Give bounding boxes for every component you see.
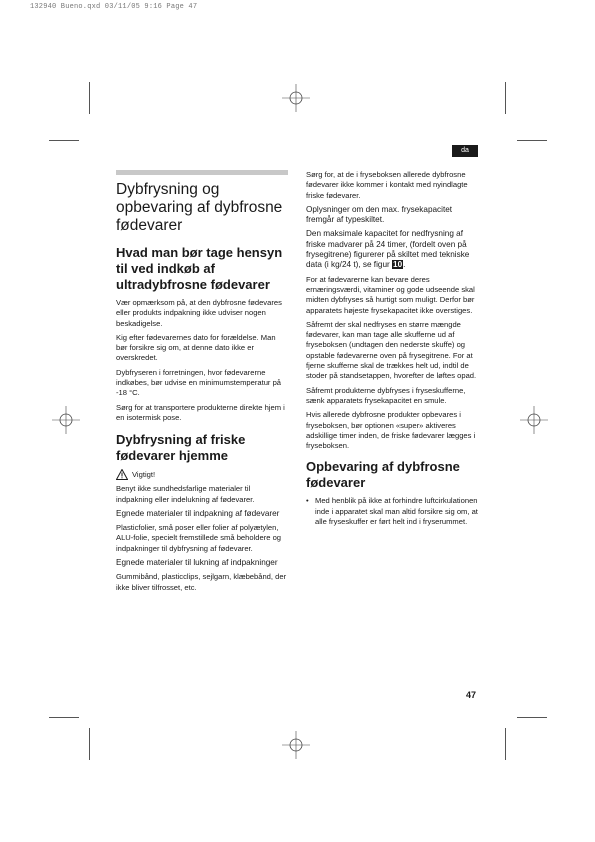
paragraph: Oplysninger om den max. frysekapacitet fremgår af typeskiltet. [306, 204, 453, 225]
crop-mark-top-left-h [49, 140, 79, 141]
crop-mark-top-right [505, 82, 506, 114]
capacity-end: . [403, 260, 406, 270]
crop-mark-bottom-right-h [517, 717, 547, 718]
heading-home-freezing: Dybfrysning af friske fødevarer hjemme [116, 432, 246, 464]
warning-icon [116, 469, 128, 480]
registration-mark-bottom [282, 731, 310, 759]
crop-mark-bottom-right [505, 728, 506, 760]
paragraph: Hvis allerede dybfrosne produkter opbevares i fryseboksen, bør optionen «super» aktiveres adskillige timer inden, de friske fødevarer lægges i fryseboksen. [306, 410, 476, 451]
subheading: Egnede materialer til indpakning af fødevarer [116, 508, 280, 518]
crop-mark-bottom-left [89, 728, 90, 760]
title-rule [116, 170, 288, 175]
heading-storage: Opbevaring af dybfrosne fødevarer [306, 459, 460, 491]
print-slug: 132940 Bueno.qxd 03/11/05 9:16 Page 47 [30, 3, 198, 11]
paragraph: Vær opmærksom på, at den dybfrosne fødevares eller produkts indpakning ikke udviser nogen beskadigelse. [116, 298, 282, 328]
paragraph: Kig efter fødevarernes dato for forældelse. Man bør forsikre sig om, at denne dato ikke er overskredet. [116, 332, 276, 363]
page-title: Dybfrysning og opbevaring af dybfrosne fødevarer [116, 181, 283, 234]
paragraph: For at fødevarerne kan bevare deres ernæringsværdi, vitaminer og gode udseende skal midten dybfryses så hurtigt som muligt. Derfor bør apparatets højeste frysekapacitet ikke overstiges. [306, 274, 475, 315]
paragraph: Såfremt der skal nedfryses en større mængde fødevarer, kan man tage alle skufferne ud af fryseboksen (undtagen den nederste skuffe) og opstable fødevarerne oven på frysegitrene. For at fjerne skufferne skal de trækkes helt ud, indtil de stoder på standsetappen, hvorefter de løftes opad. [306, 319, 477, 381]
paragraph: Sørg for at transportere produkterne direkte hjem i en isotermisk pose. [116, 402, 285, 422]
left-column [116, 170, 288, 597]
registration-mark-top [282, 84, 310, 112]
paragraph: Dybfryseren i forretningen, hvor fødevarerne indkøbes, bør udvise en minimumstemperatur på -18 °C. [116, 367, 282, 398]
list-item [306, 496, 480, 527]
crop-mark-top-right-h [517, 140, 547, 141]
crop-mark-top-left [89, 82, 90, 114]
warning-label: Vigtigt! [132, 470, 156, 480]
page-number: 47 [466, 690, 477, 700]
warning-notice [116, 469, 288, 480]
registration-mark-left [52, 406, 80, 434]
paragraph: Benyt ikke sundhedsfarlige materialer til indpakning eller indelukning af fødevarer. [116, 484, 255, 504]
paragraph: Plasticfolier, små poser eller folier af polyætylen, ALU-folie, specielt fremstillede små beholdere og indpakninger til dybfrysning af fødevarer. [116, 523, 282, 553]
storage-list [306, 496, 480, 527]
paragraph: Gummibånd, plasticclips, sejlgarn, klæbebånd, der ikke bliver tilfrosset, etc. [116, 572, 287, 592]
subheading: Egnede materialer til lukning af indpakninger [116, 558, 278, 568]
capacity-text: Den maksimale kapacitet for nedfrysning af friske madvarer på 24 timer, (fordelt oven på frysegitrene) figurerer på skiltet med tekniske data (i kg/24 t), se figur [306, 229, 470, 270]
registration-mark-right [520, 406, 548, 434]
list-item-text: Med henblik på ikke at forhindre luftcirkulationen inde i apparatet skal man altid forsikre sig om, at alle fryseskuffer er ført helt ind i fryserummet. [315, 496, 478, 527]
crop-mark-bottom-left-h [49, 717, 79, 718]
heading-buying: Hvad man bør tage hensyn til ved indkøb af ultradybfrosne fødevarer [116, 245, 283, 292]
paragraph-capacity [306, 229, 480, 270]
right-column [306, 170, 480, 527]
bullet-mark: • [306, 496, 309, 506]
language-tab: da [452, 145, 478, 157]
paragraph: Såfremt produkterne dybfryses i fryseskufferne, sænk apparatets frysekapacitet en smule. [306, 385, 466, 405]
figure-reference: 10 [393, 260, 403, 270]
paragraph: Sørg for, at de i fryseboksen allerede dybfrosne fødevarer ikke kommer i kontakt med nyindlagte friske fødevarer. [306, 170, 468, 200]
